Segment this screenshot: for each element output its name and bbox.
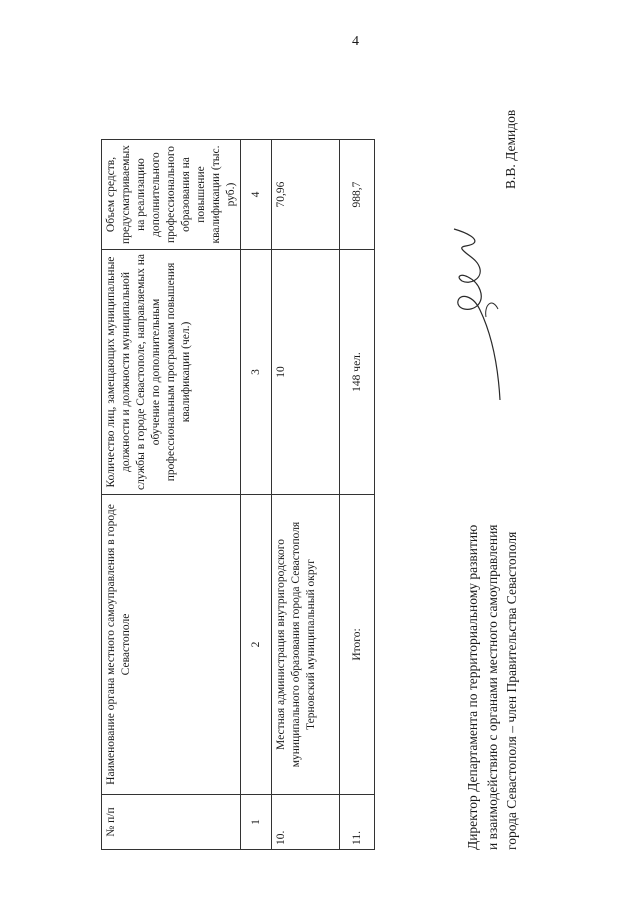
page-number: 4 <box>352 34 359 49</box>
signature-name: В.В. Демидов <box>503 109 518 189</box>
total-count: 148 чел. <box>340 250 375 495</box>
table-row <box>272 140 340 850</box>
total-num: 11. <box>340 795 375 850</box>
signature-title-line: Директор Департамента по территориальному развитию <box>465 524 480 850</box>
signature-title-line: города Севастополя – член Правительства Севастополя <box>504 531 520 850</box>
column-number: 4 <box>241 140 272 250</box>
total-volume: 988,7 <box>340 140 375 250</box>
header-num: № п/п <box>102 795 241 850</box>
row-count: 10 <box>272 250 340 495</box>
row-volume: 70,96 <box>272 140 340 250</box>
handwritten-signature <box>440 225 510 405</box>
total-row <box>340 140 375 850</box>
signature-title-line: и взаимодействию с органами местного самоуправления <box>484 524 500 850</box>
header-org: Наименование органа местного самоуправления в городе Севастополе <box>102 495 241 795</box>
column-number: 1 <box>241 795 272 850</box>
column-number: 3 <box>241 250 272 495</box>
header-count: Количество лиц, замещающих муниципальные должности и должности муниципальной службы в городе Севастополе, направляемых на обучение по дополнительным профессиональным программам повышения квалификации (чел.) <box>102 250 241 495</box>
row-org: Местная администрация внутригородского муниципального образования города Севастополя Терновский муниципальный округ <box>272 495 340 795</box>
column-number: 2 <box>241 495 272 795</box>
header-volume: Объем средств, предусматриваемых на реализацию дополнительного профессионального образования на повышение квалификации (тыс. руб.) <box>102 140 241 250</box>
row-num: 10. <box>272 795 340 850</box>
total-label: Итого: <box>340 495 375 795</box>
column-number-row <box>241 140 272 850</box>
table-header-row <box>102 140 241 850</box>
training-table <box>101 139 375 850</box>
